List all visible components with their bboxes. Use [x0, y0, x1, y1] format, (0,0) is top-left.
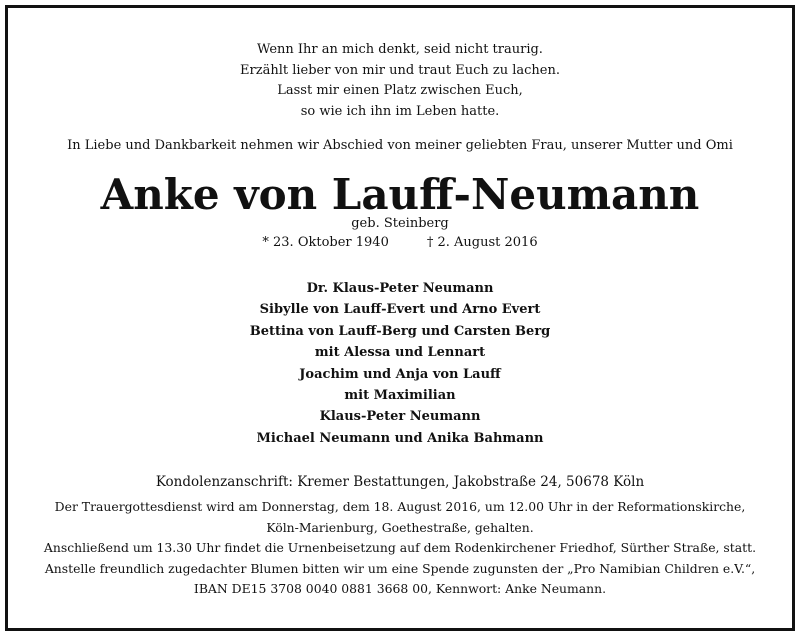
- detail-line: Der Trauergottesdienst wird am Donnerstag, dem 18. August 2016, um 12.00 Uhr in der Reformationskirche,: [54, 499, 746, 514]
- death-date: † 2. August 2016: [426, 235, 538, 250]
- detail-line: Köln-Marienburg, Goethestraße, gehalten.: [266, 519, 534, 535]
- detail-line: Anstelle freundlich zugedachter Blumen bitten wir um eine Spende zugunsten der „Pro Namibian Children e.V.“,: [44, 560, 756, 576]
- mourner-entry: Klaus-Peter Neumann: [319, 409, 481, 425]
- poem-line: Lasst mir einen Platz zwischen Euch,: [277, 83, 523, 98]
- life-dates: [8, 234, 792, 252]
- mourner-entry: Sibylle von Lauff-Evert und Arno Evert: [259, 302, 541, 318]
- condolence-address: Kondolenzanschrift: Kremer Bestattungen, Jakobstraße 24, 50678 Köln: [155, 474, 645, 490]
- mourner-entry: mit Maximilian: [344, 388, 456, 404]
- poem-line: Wenn Ihr an mich denkt, seid nicht traurig.: [257, 42, 543, 57]
- poem-line: so wie ich ihn im Leben hatte.: [300, 103, 500, 119]
- birth-name: geb. Steinberg: [351, 216, 449, 231]
- detail-line: Anschließend um 13.30 Uhr findet die Urnenbeisetzung auf dem Rodenkirchener Friedhof, Sürther Straße, statt.: [43, 540, 757, 556]
- mourner-entry: Dr. Klaus-Peter Neumann: [306, 281, 494, 296]
- poem: [8, 40, 792, 122]
- mourner-entry: Joachim und Anja von Lauff: [299, 366, 501, 382]
- deceased-name: Anke von Lauff-Neumann: [100, 170, 700, 219]
- poem-line: Erzählt lieber von mir und traut Euch zu lachen.: [240, 62, 560, 78]
- mourner-entry: mit Alessa und Lennart: [314, 345, 486, 361]
- service-details: [8, 497, 792, 600]
- mourner-entry: Bettina von Lauff-Berg und Carsten Berg: [249, 323, 551, 339]
- birth-date: * 23. Oktober 1940: [262, 235, 389, 250]
- obituary-notice: [8, 8, 792, 628]
- mourners-list: [8, 278, 792, 449]
- notice-border: [5, 5, 795, 631]
- detail-line: IBAN DE15 3708 0040 0881 3668 00, Kennwort: Anke Neumann.: [193, 581, 607, 597]
- intro-text: In Liebe und Dankbarkeit nehmen wir Abschied von meiner geliebten Frau, unserer Mutter und Omi: [67, 138, 733, 153]
- mourner-entry: Michael Neumann und Anika Bahmann: [256, 430, 544, 446]
